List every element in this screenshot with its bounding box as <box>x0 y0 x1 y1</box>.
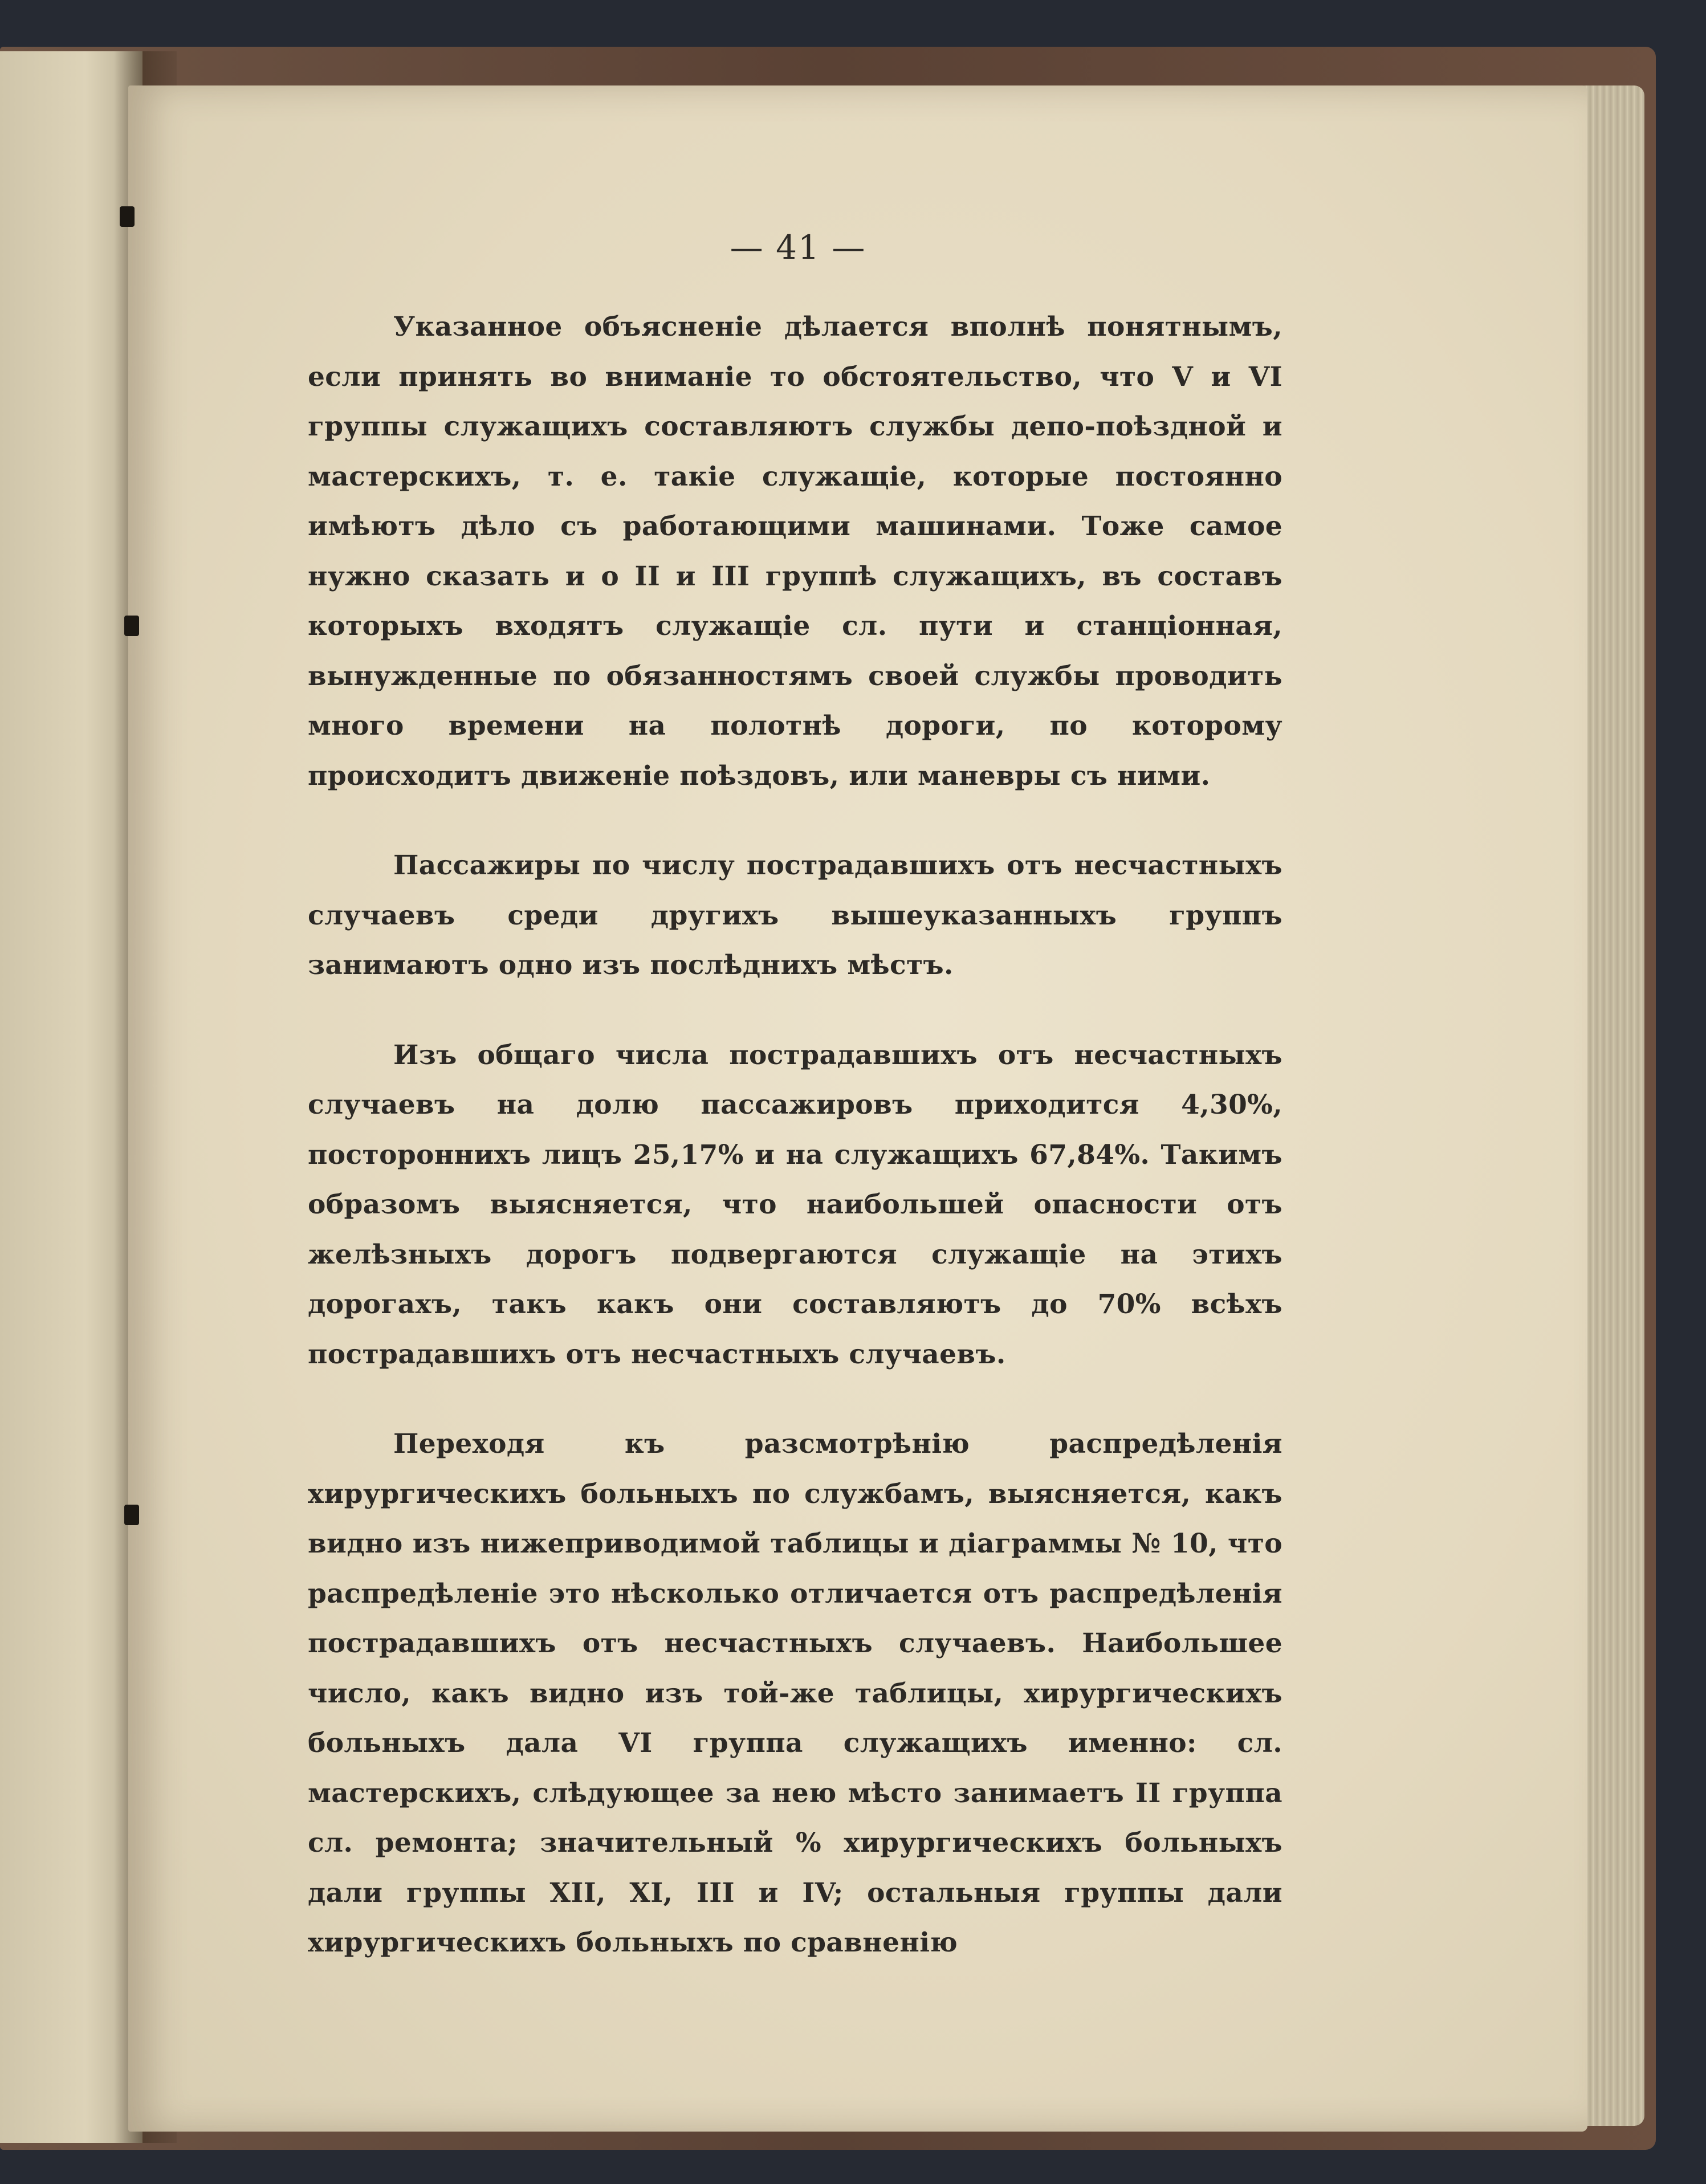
page-number: — 41 — <box>730 228 866 267</box>
paragraph: Пассажиры по числу пострадавшихъ отъ несчастныхъ случаевъ среди другихъ вышеуказанныхъ группъ занимаютъ одно изъ послѣднихъ мѣстъ. <box>308 850 1282 981</box>
paragraph: Изъ общаго числа пострадавшихъ отъ несчастныхъ случаевъ на долю пассажировъ приходится 4,30%, постороннихъ лицъ 25,17% и на служащихъ 67,84%. Такимъ образомъ выясняется, что наибольшей опасности отъ желѣзныхъ дорогъ подвергаются служащіе на этихъ дорогахъ, такъ какъ они составляютъ до 70% всѣхъ пострадавшихъ отъ несчастныхъ случаевъ. <box>308 1039 1282 1370</box>
binding-stitch <box>120 206 135 227</box>
binding-stitch <box>124 1505 139 1525</box>
paragraph: Указанное объясненіе дѣлается вполнѣ понятнымъ, если принять во вниманіе то обстоятельство, что V и VI группы служащихъ составляютъ службы депо-поѣздной и мастерскихъ, т. е. такіе служащіе, которые постоянно имѣютъ дѣло съ работающими машинами. Тоже самое нужно сказать и о II и III группѣ служащихъ, въ составъ которыхъ входятъ служащіе сл. пути и станціонная, вынужденные по обязанностямъ своей службы проводить много времени на полотнѣ дороги, по которому происходитъ движеніе поѣздовъ, или маневры съ ними. <box>308 311 1282 792</box>
binding-stitch <box>124 616 139 636</box>
page-text <box>308 302 1282 1968</box>
paragraph: Переходя къ разсмотрѣнію распредѣленія хирургическихъ больныхъ по службамъ, выясняется, какъ видно изъ нижеприводимой таблицы и діаграммы № 10, что распредѣленіе это нѣсколько отличается отъ распредѣленія пострадавшихъ отъ несчастныхъ случаевъ. Наибольшее число, какъ видно изъ той-же таблицы, хирургическихъ больныхъ дала VI группа служащихъ именно: сл. мастерскихъ, слѣдующее за нею мѣсто занимаетъ II группа сл. ремонта; значительный % хирургическихъ больныхъ дали группы XII, XI, III и IV; остальныя группы дали хирургическихъ больныхъ по сравненію <box>308 1428 1282 1958</box>
